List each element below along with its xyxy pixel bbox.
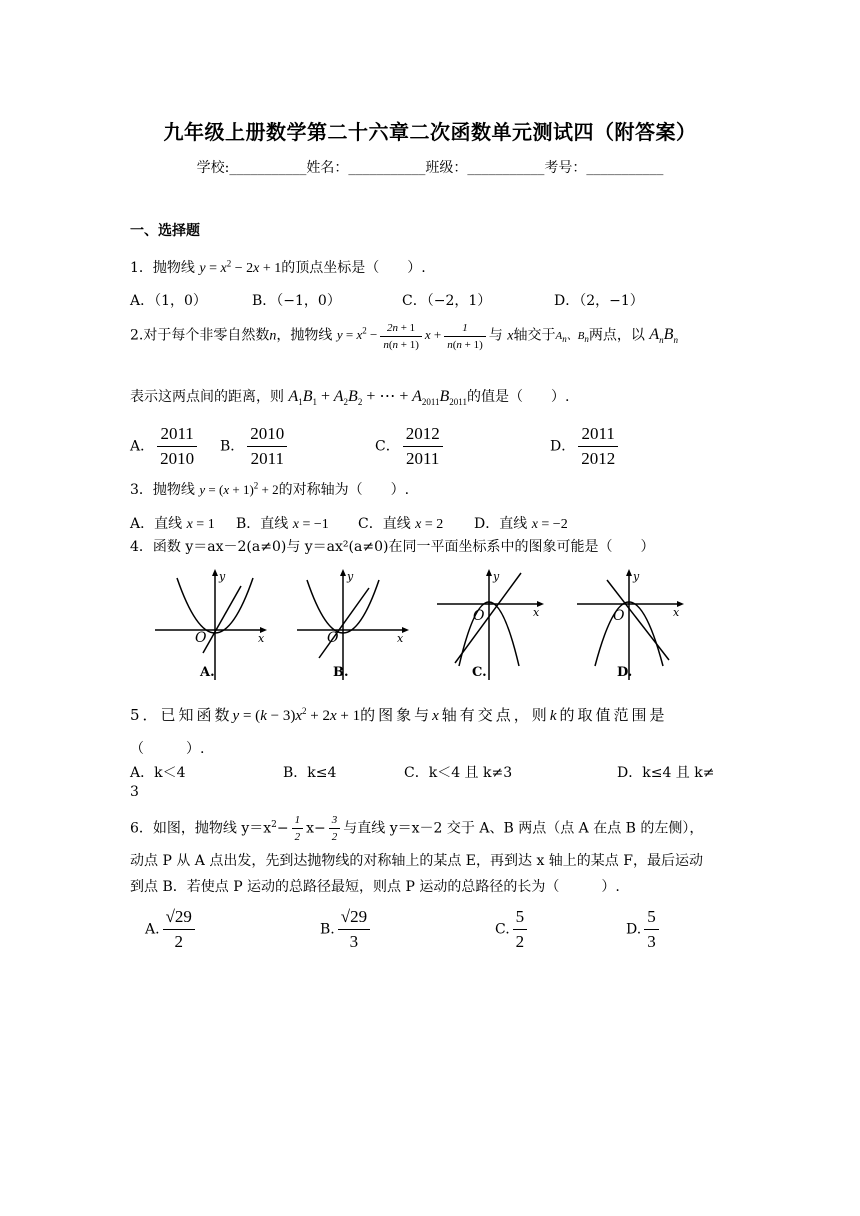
q5-option-c[interactable]: C．k＜4 且 k≠3 [404, 765, 513, 781]
question-5-mid2: 轴有交点，则 [441, 706, 550, 724]
x-var-q5: x [432, 708, 442, 724]
q2-option-a-label: A． [130, 438, 155, 455]
q2-option-a[interactable] [130, 422, 200, 471]
question-6-line3: 到点 B．若使点 P 运动的总路径最短，则点 P 运动的总路径的长为（ ）. [130, 879, 620, 895]
question-1-prefix: 1．抛物线 [130, 260, 195, 276]
q6-option-d[interactable] [626, 905, 662, 954]
question-5-mid: 的图象与 [360, 706, 433, 724]
question-2-mid4: 两点，以 [588, 327, 645, 344]
graph-b[interactable] [297, 568, 412, 683]
frac-half: $\frac{1}{2}$ [292, 812, 304, 845]
frac-three-halves: $\frac{3}{2}$ [329, 812, 341, 845]
question-2-formula: $y = x^2$ − $\frac{2n + 1}{n(n + 1)}$ x + $\frac{1}{n(n + 1)}$ [337, 327, 489, 342]
section-heading: 一、选择题 [130, 223, 200, 239]
q2-option-b-label: B． [220, 438, 245, 455]
question-2-mid1: ，抛物线 [276, 327, 333, 344]
anbn-segment: $A_nB_n$ [649, 326, 678, 346]
graph-a-label: A. [200, 665, 215, 680]
question-2-line2a: 表示这两点间的距离，则 [130, 389, 284, 405]
q6-option-c-frac: $\frac{5}{2}$ [513, 905, 528, 954]
sum-expression: $A_1B_1 + A_2B_2$ + ⋯ + $A_{2011}B_{2011}$ [288, 388, 467, 408]
q1-option-a[interactable]: A．（1，0） [130, 293, 207, 309]
x-var: x [507, 328, 514, 344]
q2-option-a-frac: $\frac{2011}{2010}$ [157, 422, 197, 471]
graph-c-label: C. [472, 665, 487, 680]
q5-option-d[interactable]: D．k≤4 且 k≠ [617, 765, 715, 781]
question-2-prefix: 2.对于每个非零自然数 [130, 327, 270, 344]
q6-option-c-label: C. [495, 921, 510, 938]
graph-c-y-label: y [493, 570, 500, 583]
question-6-line2: 动点 P 从 A 点出发，先到达抛物线的对称轴上的某点 E，再到达 x 轴上的某点 F，最后运动 [130, 853, 703, 869]
q1-option-b[interactable]: B．（−1，0） [252, 293, 341, 309]
q6-option-b-frac: $\frac{√29}{3}$ [338, 905, 370, 954]
page-title: 九年级上册数学第二十六章二次函数单元测试四（附答案） [163, 120, 697, 144]
question-1 [130, 257, 426, 277]
graph-c-x-label: x [533, 606, 540, 619]
graph-b-x-label: x [397, 632, 404, 645]
q6-option-d-label: D. [626, 921, 642, 938]
student-info-line: 学校:___________姓名：___________班级：___________考号：___________ [196, 160, 664, 176]
graph-b-y-label: y [347, 570, 354, 583]
q2-option-b-frac: $\frac{2010}{2011}$ [247, 422, 287, 471]
q5-option-a[interactable]: A．k＜4 [130, 765, 186, 781]
question-2-line2 [130, 386, 569, 407]
q3-option-d[interactable]: D．直线 x = −2 [474, 516, 568, 532]
q2-option-c-label: C． [375, 438, 400, 455]
graph-d[interactable] [577, 568, 692, 683]
q6-option-c[interactable] [495, 905, 530, 954]
q6-option-a[interactable] [145, 905, 198, 954]
question-6: 6．如图，抛物线 $y=x^2-$ $\frac{1}{2}$ x− $\frac{3}{2}$ 与直线 y＝x－2 交于 A、B 两点（点 A 在点 B 的左侧）， [130, 814, 704, 843]
q6-option-a-frac: $\frac{√29}{2}$ [163, 905, 195, 954]
q6-option-d-frac: $\frac{5}{3}$ [644, 905, 659, 954]
q2-option-d-label: D． [550, 438, 576, 455]
graph-b-label: B. [333, 665, 349, 680]
n-var: n [269, 328, 277, 344]
q1-option-d[interactable]: D．（2，−1） [554, 293, 644, 309]
frac-2: $\frac{1}{n(n + 1)}$ [444, 320, 486, 353]
graph-c[interactable] [437, 568, 552, 683]
graph-c-origin: O [473, 608, 485, 624]
q6-option-a-label: A. [145, 921, 160, 938]
k-var-q5: k [549, 708, 560, 724]
q2-option-d[interactable] [550, 422, 621, 471]
graph-d-x-label: x [673, 606, 680, 619]
question-6-mid: 与直线 y＝x－2 交于 A、B 两点（点 A 在点 B 的左侧）， [343, 820, 704, 837]
graph-d-origin: O [613, 608, 625, 624]
q1-option-c[interactable]: C．（−2，1） [402, 293, 492, 309]
question-2-mid2: 与 [488, 327, 503, 344]
question-3-formula: $y = (x + 1)^2 + 2$ [199, 480, 279, 497]
question-2 [130, 320, 678, 353]
graph-d-label: D. [617, 665, 633, 680]
q2-option-d-frac: $\frac{2011}{2012}$ [578, 422, 618, 471]
q3-option-a[interactable]: A．直线 x = 1 [130, 516, 215, 532]
q6-option-b-label: B. [320, 921, 335, 938]
q2-option-c[interactable] [375, 422, 446, 471]
q3-option-c[interactable]: C．直线 x = 2 [358, 516, 444, 532]
question-3 [130, 479, 409, 499]
question-5-line2: （ ）. [130, 741, 205, 757]
question-5-prefix: 5．已知函数 [130, 706, 233, 724]
question-5 [130, 704, 668, 725]
q5-option-b[interactable]: B．k≤4 [283, 765, 337, 781]
question-2-line2b: 的值是（ ）. [466, 389, 570, 405]
question-6-prefix: 6．如图，抛物线 y＝x [130, 820, 272, 837]
question-1-suffix: 的顶点坐标是（ ）. [281, 260, 426, 276]
graph-a[interactable] [155, 568, 270, 683]
points-an-bn: $A_n$、$B_n$ [555, 330, 589, 345]
q5-option-d-wrap: 3 [130, 784, 139, 800]
graph-d-y-label: y [633, 570, 640, 583]
question-5-suffix: 的取值范围是 [559, 706, 668, 724]
frac-1: $\frac{2n + 1}{n(n + 1)}$ [380, 320, 422, 353]
question-2-mid3: 轴交于 [513, 327, 556, 344]
graph-a-origin: O [195, 630, 207, 646]
graph-b-origin: O [327, 630, 339, 646]
question-3-suffix: 的对称轴为（ ）. [278, 482, 410, 498]
graph-a-y-label: y [219, 570, 226, 583]
question-1-formula: $y = x^2 - 2x + 1$ [199, 258, 282, 276]
q2-option-b[interactable] [220, 422, 290, 471]
question-3-prefix: 3．抛物线 [130, 482, 195, 498]
question-5-formula: $y = (k - 3)x^2 + 2x + 1$ [232, 706, 361, 724]
q6-option-b[interactable] [320, 905, 373, 954]
question-4: 4．函数 y＝ax－2(a≠0)与 y＝ax²(a≠0)在同一平面坐标系中的图象可能是（ ） [130, 539, 655, 555]
q2-option-c-frac: $\frac{2012}{2011}$ [403, 422, 443, 471]
q3-option-b[interactable]: B．直线 x = −1 [236, 516, 329, 532]
graph-a-x-label: x [258, 632, 265, 645]
